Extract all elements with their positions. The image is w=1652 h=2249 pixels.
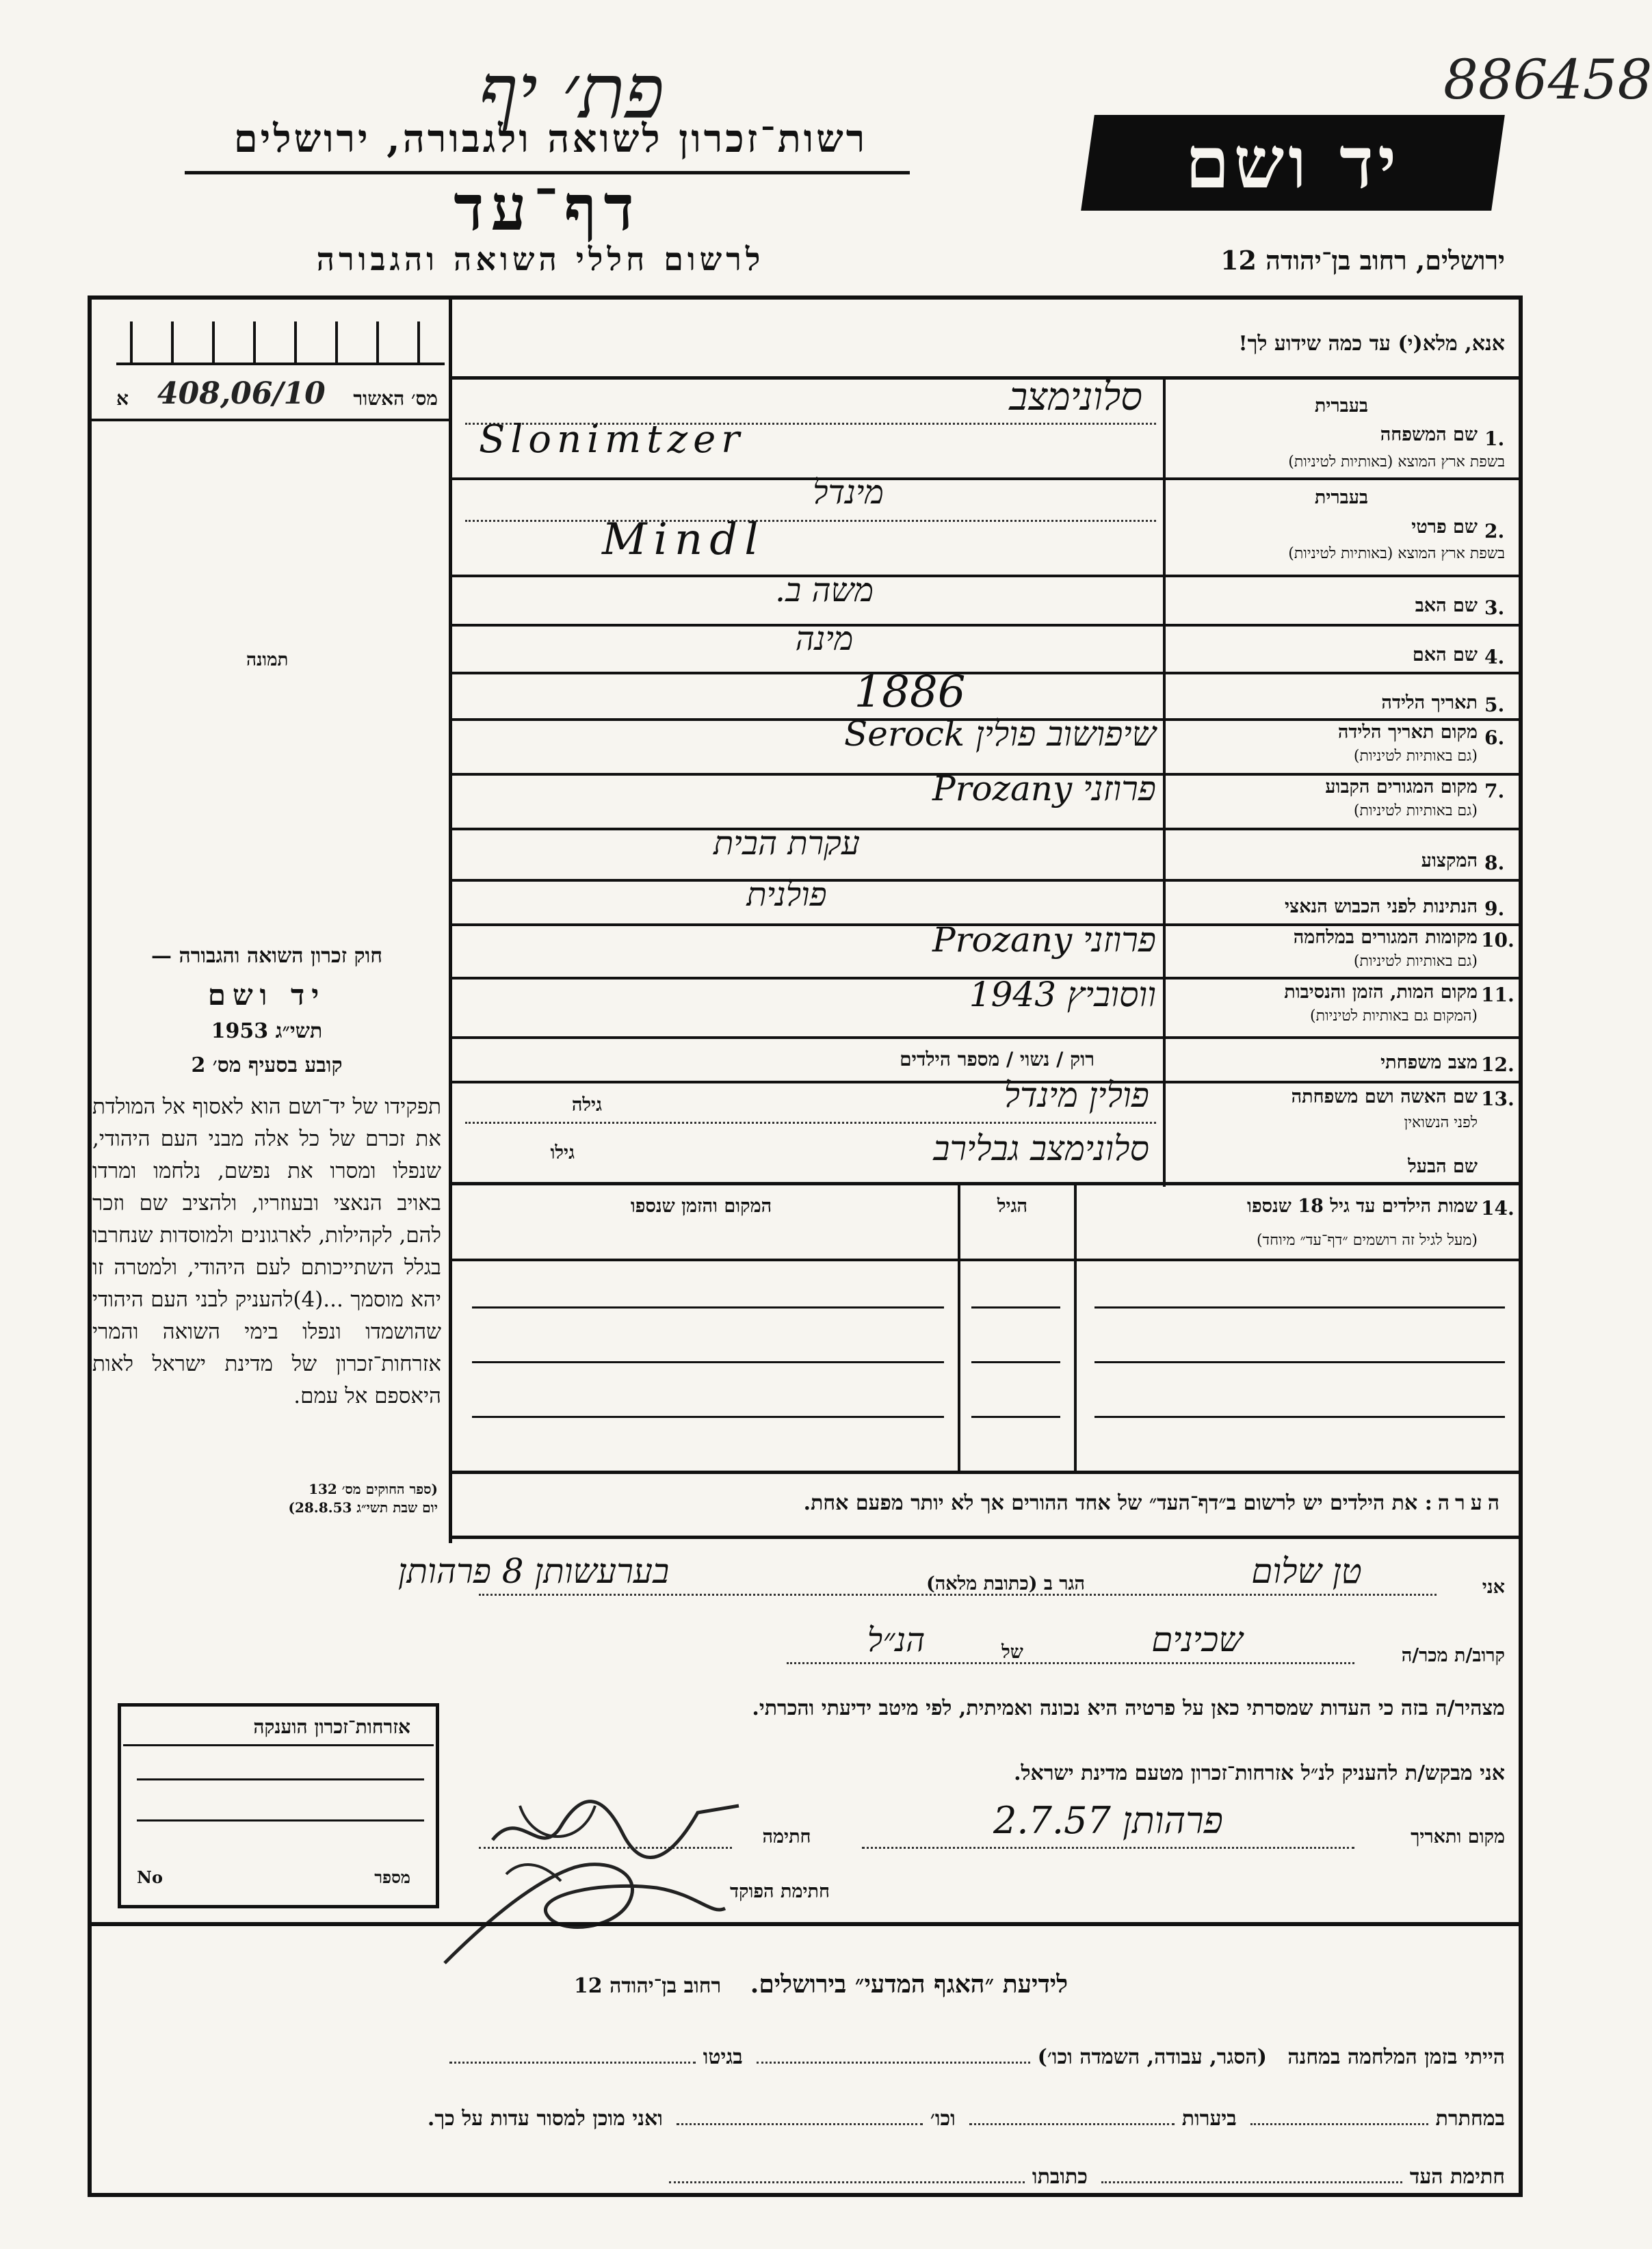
field-5-value[interactable]: 1886 [854, 667, 966, 718]
official-signature-label: חתימת הפוקד [730, 1881, 830, 1902]
declarant-of-value[interactable]: הנ״ל [867, 1621, 926, 1659]
field-11-num: 11. [1481, 984, 1515, 1006]
field-13-value[interactable]: פולין מינדל [1004, 1075, 1149, 1115]
law-body: תפקידו של יד־ושם הוא לאסוף אל המולדת את זכרם של כל אלה מבני העם היהודי, שנפלו ומסרו את נפשם, נלחמו ומרדו באויב הנאצי ובעוזריו, ולהציב שם וזכר להם, לקהילות, לארגונים ולמוסדות שנחרבו בגלל השתייכותם לעם היהודי, ולמטרה זו יהא מוסמך ...(4)להעניק לבני העם היהודי שהושמדו ונפלו בימי השואה והמרי אזרחות־זכרון של מדינת ישראל לאות היאספם אל עמם. [92, 1094, 441, 1408]
handwritten-reference: פת׳ יף [479, 48, 664, 135]
field-14-num: 14. [1481, 1197, 1515, 1220]
note-text: את הילדים יש לרשום ב״דף־העד״ של אחד ההורים אך לא יותר מפעם אחת. [803, 1491, 1418, 1515]
field-9-num: 9. [1484, 897, 1505, 920]
field-14-label: שמות הילדים עד גיל 18 שנספו [1247, 1196, 1478, 1217]
field-7-value[interactable]: פרוזני Prozany [932, 769, 1156, 808]
place-date-value[interactable]: פרהותן 2.7.57 [993, 1799, 1223, 1842]
form-subtitle: לרשום חללי השואה והגבורה [316, 241, 765, 278]
field-3-num: 3. [1484, 596, 1505, 619]
field-13-label: שם האשה ושם משפחתה [1291, 1086, 1478, 1107]
field-10-num: 10. [1481, 929, 1515, 951]
field-2-lang: בעברית [1314, 487, 1368, 508]
declarant-name[interactable]: טן שלום [1251, 1551, 1362, 1591]
logo [1081, 115, 1505, 211]
children-col-age: הגיל [997, 1196, 1028, 1217]
note-label: הערה: [1424, 1491, 1505, 1515]
children-col-place: המקום והזמן שנספו [630, 1196, 772, 1217]
field-2-num: 2. [1484, 520, 1505, 542]
field-12-num: 12. [1481, 1053, 1515, 1076]
footer-line-2 [103, 2107, 1505, 2131]
declarant-resides-label: הגר ב (כתובת מלאה) [926, 1573, 1086, 1594]
field-5-num: 5. [1484, 694, 1505, 716]
photo-label: תמונה [246, 650, 289, 670]
footer-line2-c: וכו׳ [930, 2107, 956, 2131]
footer-line-1 [103, 2045, 1505, 2069]
field-7-label: מקום המגורים הקבוע [1325, 776, 1478, 798]
field-11-label: מקום המות, הזמן והנסיבות [1284, 982, 1478, 1003]
field-6-num: 6. [1484, 726, 1505, 749]
field-11-sub: (המקום גם באותיות לטיניות) [1310, 1008, 1478, 1025]
footer-address: רחוב בן־יהודה 12 [573, 1974, 722, 1998]
footer-line2-d: ואני מוכן למסור עדות על כך. [427, 2107, 663, 2131]
field-10-label: מקומות המגורים במלחמה [1293, 927, 1478, 948]
field-4-num: 4. [1484, 646, 1505, 668]
approval-number[interactable]: 408,06/10 [157, 376, 326, 411]
field-2-label: שם פרטי [1411, 516, 1478, 538]
form-title: דף־עד [454, 171, 641, 245]
field-8-label: המקצוע [1421, 850, 1478, 871]
declarant-relation-label: קרוב/ת מכר/ה [1401, 1645, 1505, 1666]
footer-title-text: לידיעת ״האגף המדעי״ בירושלים. [750, 1970, 1068, 1999]
declaration-text: מצהיר/ה בזה כי העדות שמסרתי כאן על פרטיה היא נכונה ואמיתית, לפי מיטב ידיעתי והכרתי. [752, 1696, 1505, 1720]
footer-line-3 [103, 2165, 1505, 2189]
field-3-value[interactable]: משה ב. [774, 571, 874, 609]
official-signature [424, 1833, 752, 1977]
field-1-label: שם המשפחה [1380, 424, 1478, 445]
field-2-sub: בשפת ארץ המוצא (באותיות לטיניות) [1288, 545, 1505, 562]
intro-text: אנא, מלא(י) עד כמה שידוע לך! [1238, 332, 1505, 356]
field-7-sub: (גם באותיות לטיניות) [1353, 802, 1478, 819]
law-clause: קובע בסעיף מס׳ 2 [191, 1053, 343, 1077]
footer-line2-b: ביערות [1181, 2107, 1237, 2131]
certificate-number-label: מספר [374, 1867, 410, 1887]
husband-label: שם הבעל [1408, 1156, 1478, 1177]
footer-line2-a: במחתרת [1435, 2107, 1505, 2131]
field-4-label: שם האם [1412, 644, 1478, 666]
field-10-sub: (גם באותיות לטיניות) [1353, 953, 1478, 970]
field-13-num: 13. [1481, 1088, 1515, 1110]
husband-age-label: גילו [550, 1142, 575, 1163]
footer-divider [89, 1922, 1521, 1926]
approval-label: מס׳ האשור [353, 387, 438, 410]
field-3-label: שם האב [1415, 595, 1478, 616]
field-7-num: 7. [1484, 780, 1505, 802]
signature-label: חתימה [762, 1826, 811, 1847]
law-ref-2: יום שבת תשי״ג 28.8.53) [288, 1499, 438, 1516]
request-text: אני מבקש/ת להעניק לנ״ל אזרחות־זכרון מטעם מדינת ישראל. [1014, 1761, 1505, 1785]
certificate-title: אזרחות־זכרון הוענקה [253, 1715, 410, 1738]
field-1-value-latin[interactable]: Slonimtzer [479, 417, 745, 462]
field-9-value[interactable]: פולנית [746, 876, 827, 914]
field-2-value-he[interactable]: מינדל [813, 473, 884, 512]
label-column-divider [1163, 380, 1166, 1187]
field-8-num: 8. [1484, 852, 1505, 874]
husband-value[interactable]: סלונימצב גבלירב [933, 1129, 1149, 1168]
left-column-divider [449, 298, 452, 1543]
certificate-no: No [137, 1867, 163, 1887]
org-line: רשות־זכרון לשואה ולגבורה, ירושלים [233, 116, 868, 161]
field-5-label: תאריך הלידה [1381, 692, 1478, 713]
field-6-value[interactable]: שיפושוב פולין Serock [844, 714, 1156, 754]
field-2-value-latin[interactable]: Mindl [602, 514, 765, 565]
declarant-of-label: של [1001, 1642, 1023, 1663]
field-1-value-he[interactable]: סלונימצב [1009, 375, 1142, 419]
approval-ticks [116, 321, 445, 363]
field-1-sub: בשפת ארץ המוצא (באותיות לטיניות) [1288, 453, 1505, 471]
law-title: חוק זכרון השואה והגבורה — [151, 944, 382, 968]
field-11-value[interactable]: ווסוביץ 1943 [969, 975, 1156, 1014]
field-9-label: הנתינות לפני הכבוש הנאצי [1284, 896, 1478, 917]
logo-text: יד ושם [1185, 120, 1401, 205]
declarant-relation-value[interactable]: שכינים [1151, 1620, 1243, 1659]
approval-suffix: א [116, 387, 129, 410]
footer-line3-a: חתימת העד [1409, 2165, 1505, 2189]
header-address: ירושלים, רחוב בן־יהודה 12 [1220, 245, 1505, 276]
field-10-value[interactable]: פרוזני Prozany [932, 920, 1156, 960]
field-1-num: 1. [1484, 428, 1505, 450]
field-14-sub: (מעל לגיל זה רושמים ״דף־עד״ מיוחד) [1256, 1232, 1478, 1249]
approval-underline [89, 419, 451, 421]
declarant-address[interactable]: בערעשותן 8 פרהותן [397, 1551, 670, 1591]
field-12-label: מצב משפחתי [1380, 1052, 1478, 1073]
field-6-label: מקום תאריך הלידה [1337, 722, 1478, 743]
footer-line1-mid: (הסגר, עבודה, השמדה וכו׳) [1037, 2045, 1267, 2069]
field-4-value[interactable]: מינה [795, 620, 854, 658]
law-year: תשי״ג 1953 [211, 1019, 323, 1043]
field-13-age-label: גילה [571, 1094, 602, 1116]
footer-line3-b: כתובתו [1032, 2165, 1088, 2189]
law-ref-1: (ספר החוקים מס׳ 132 [309, 1481, 438, 1497]
footer-line1-end: בגיטו [703, 2045, 743, 2069]
field-1-lang: בעברית [1314, 395, 1368, 417]
field-6-sub: (גם באותיות לטיניות) [1353, 748, 1478, 765]
footer-line1-start: הייתי בזמן המלחמה במחנה [1287, 2045, 1505, 2069]
document-number: 886458 [1443, 48, 1652, 111]
field-8-value[interactable]: עקרת הבית [713, 824, 861, 863]
footer-title [410, 1970, 1231, 1999]
declarant-ani: אני [1482, 1577, 1505, 1598]
field-13-sub: לפני הנשואין [1404, 1114, 1478, 1131]
note [465, 1491, 1505, 1515]
field-12-value[interactable]: רוק / נשוי / מספר הילדים [900, 1048, 1094, 1070]
place-date-label: מקום ותאריך [1411, 1826, 1505, 1847]
law-name: יד ושם [207, 978, 326, 1012]
